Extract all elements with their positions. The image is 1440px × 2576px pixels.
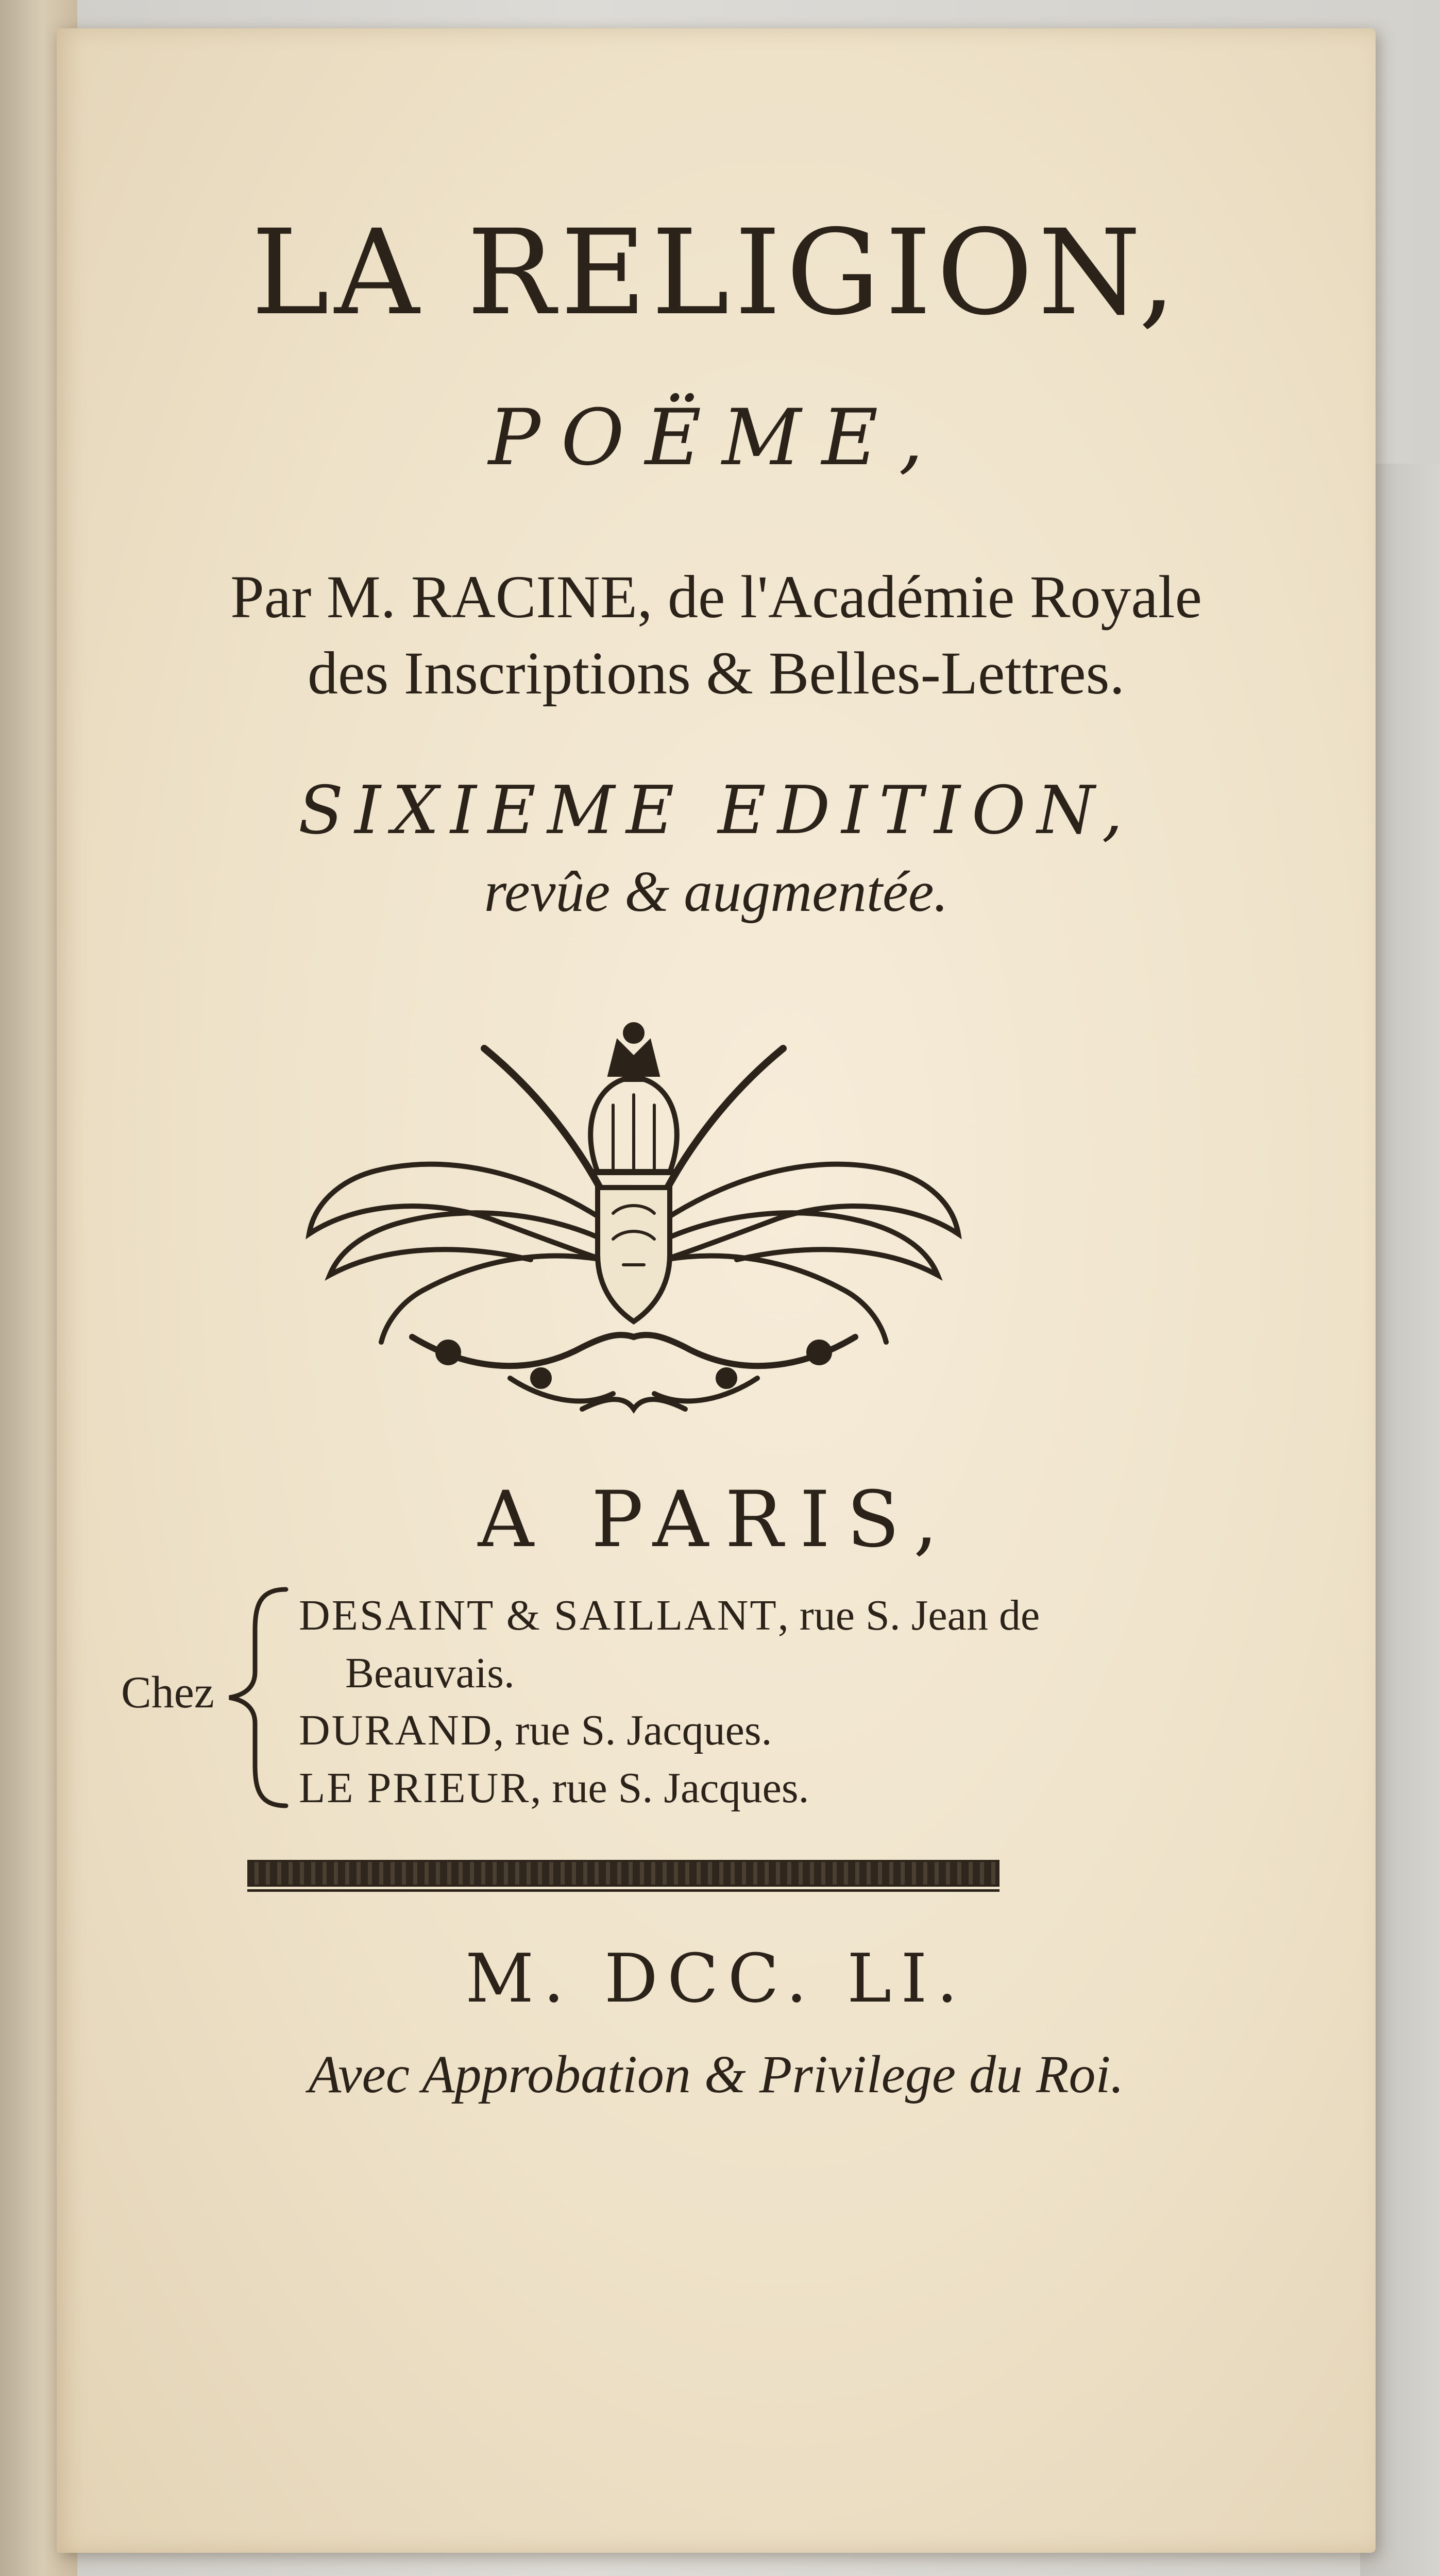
sellers-list bbox=[299, 1587, 1040, 1817]
seller-row bbox=[299, 1759, 1040, 1817]
seller-address: , rue S. Jacques. bbox=[530, 1764, 809, 1812]
book-title: LA RELIGION, bbox=[251, 204, 1181, 341]
seller-name: DURAND bbox=[299, 1706, 494, 1755]
seller-row bbox=[299, 1587, 1040, 1645]
author-name: RACINE bbox=[411, 563, 637, 631]
fleuron-lyre-trophy-icon bbox=[294, 1018, 974, 1419]
seller-address: , rue S. Jacques. bbox=[493, 1706, 772, 1755]
imprint-year: M. DCC. LI. bbox=[465, 1939, 967, 2018]
edition-statement: SIXIEME EDITION, bbox=[298, 772, 1134, 849]
author-suffix: , de l'Académie Royale bbox=[637, 563, 1202, 631]
imprint-city: A PARIS, bbox=[478, 1475, 955, 1565]
seller-address: , rue S. Jean de bbox=[777, 1591, 1040, 1639]
edition-note: revûe & augmentée. bbox=[484, 860, 948, 924]
ornamental-rule bbox=[247, 1860, 999, 1887]
book-subtitle: POËME, bbox=[488, 393, 944, 483]
seller-name: DESAINT & SAILLANT bbox=[299, 1591, 778, 1639]
seller-row bbox=[299, 1702, 1040, 1759]
author-prefix: Par M. bbox=[230, 563, 396, 631]
author-block bbox=[57, 559, 1376, 711]
chez-label: Chez bbox=[121, 1668, 214, 1718]
seller-name: LE PRIEUR bbox=[299, 1764, 531, 1812]
seller-address: Beauvais. bbox=[345, 1649, 515, 1697]
title-page bbox=[57, 28, 1376, 2553]
seller-row bbox=[299, 1645, 1040, 1702]
author-affiliation: des Inscriptions & Belles-Lettres. bbox=[307, 639, 1125, 707]
thin-rule bbox=[247, 1889, 999, 1892]
curly-brace-icon bbox=[224, 1584, 296, 1811]
approbation-line: Avec Approbation & Privilege du Roi. bbox=[308, 2045, 1124, 2104]
